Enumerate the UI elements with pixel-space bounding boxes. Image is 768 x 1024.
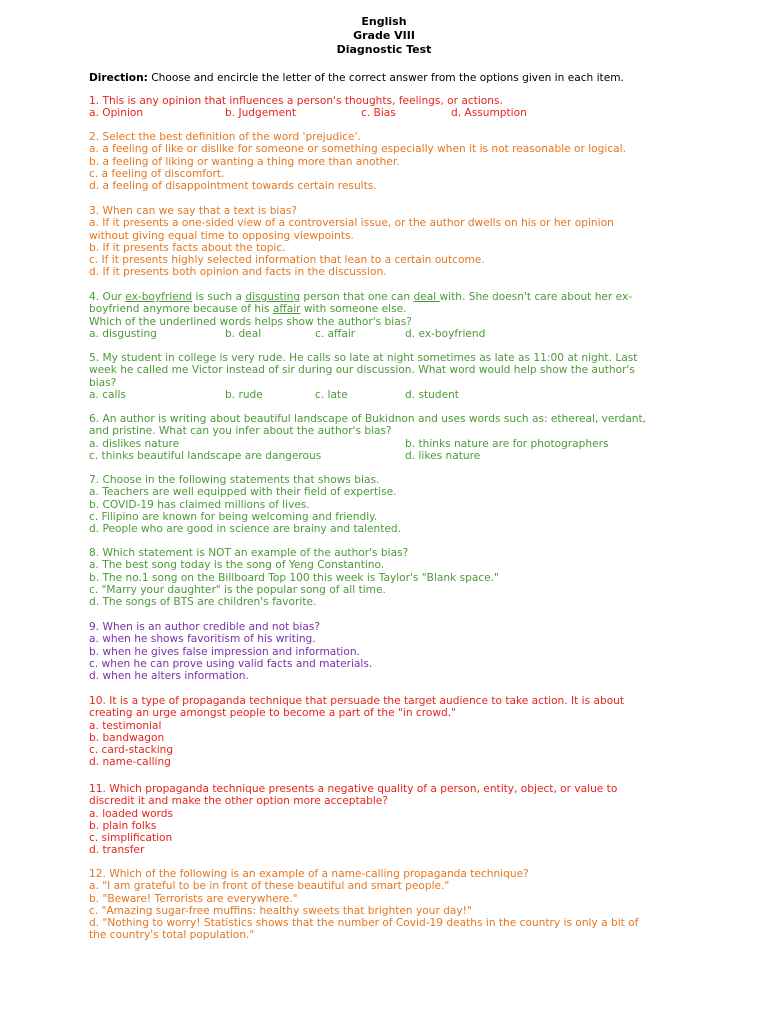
option-a[interactable]: a. a feeling of like or dislike for someone or something especially when it is not reasonable or logical. xyxy=(89,143,626,156)
option-c[interactable]: c. card-stacking xyxy=(89,744,174,757)
option-b[interactable]: b. thinks nature are for photographers xyxy=(405,437,609,450)
question-stem: 7. Choose in the following statements that shows bias. xyxy=(89,474,380,486)
option-a[interactable]: a. Teachers are well equipped with their field of expertise. xyxy=(89,486,397,499)
question-stem: 12. Which of the following is an example of a name-calling propaganda technique? xyxy=(89,868,529,880)
question-stem: 3. When can we say that a text is bias? xyxy=(89,205,298,217)
question-stem: 10. It is a type of propaganda technique that persuade the target audience to take action. It is about xyxy=(89,695,625,707)
option-a[interactable]: a. calls xyxy=(89,388,126,401)
question-stem-continued: and pristine. What can you infer about the author's bias? xyxy=(89,425,392,438)
underlined-word: disgusting xyxy=(245,291,301,303)
option-a[interactable]: a. "I am grateful to be in front of these beautiful and smart people." xyxy=(89,880,450,893)
question-9 xyxy=(89,621,679,682)
option-c[interactable]: c. Filipino are known for being welcoming and friendly. xyxy=(89,510,378,523)
underlined-word: deal xyxy=(413,291,440,303)
option-a[interactable]: a. disgusting xyxy=(89,327,157,340)
option-c[interactable]: c. "Amazing sugar-free muffins: healthy sweets that brighten your day!" xyxy=(89,904,472,917)
question-stem-continued: week he called me Victor instead of sir during our discussion. What word would help show the author's xyxy=(89,364,635,377)
passage-text: with someone else. xyxy=(300,303,407,316)
option-d[interactable]: d. The songs of BTS are children's favorite. xyxy=(89,596,317,609)
option-b[interactable]: b. COVID-19 has claimed millions of lives. xyxy=(89,498,310,511)
question-1 xyxy=(89,95,679,120)
option-c[interactable]: c. If it presents highly selected information that lean to a certain outcome. xyxy=(89,254,485,267)
option-c[interactable]: c. simplification xyxy=(89,832,173,845)
option-b[interactable]: b. deal xyxy=(225,327,262,340)
test-title: Diagnostic Test xyxy=(336,43,432,56)
option-b[interactable]: b. a feeling of liking or wanting a thing more than another. xyxy=(89,155,400,168)
grade-title: Grade VIII xyxy=(353,29,415,42)
option-c[interactable]: c. Bias xyxy=(361,107,396,120)
question-5 xyxy=(89,352,679,401)
option-b[interactable]: b. If it presents facts about the topic. xyxy=(89,241,286,254)
question-12 xyxy=(89,868,679,942)
answer-options xyxy=(89,328,679,340)
option-c[interactable]: c. affair xyxy=(315,327,356,340)
question-stem: 8. Which statement is NOT an example of the author's bias? xyxy=(89,547,409,559)
passage-text: 4. Our xyxy=(89,291,126,303)
direction-label: Direction: xyxy=(89,72,148,84)
question-7 xyxy=(89,474,679,535)
underlined-word: affair xyxy=(272,303,301,316)
option-b[interactable]: b. bandwagon xyxy=(89,731,165,744)
question-6 xyxy=(89,413,679,462)
answer-options-row-1 xyxy=(89,438,679,450)
answer-options xyxy=(89,389,679,401)
question-4 xyxy=(89,291,679,340)
option-c[interactable]: c. when he can prove using valid facts and materials. xyxy=(89,657,373,670)
option-a[interactable]: a. Opinion xyxy=(89,107,144,120)
passage-text: is such a xyxy=(192,291,246,303)
question-stem-continued: creating an urge amongst people to become a part of the "in crowd." xyxy=(89,707,456,720)
option-d[interactable]: d. a feeling of disappointment towards certain results. xyxy=(89,180,377,193)
question-stem: 11. Which propaganda technique presents a negative quality of a person, entity, object, or value to xyxy=(89,783,618,795)
option-a[interactable]: a. The best song today is the song of Yeng Constantino. xyxy=(89,559,385,572)
document-header xyxy=(0,15,768,57)
option-c[interactable]: c. "Marry your daughter" is the popular song of all time. xyxy=(89,583,386,596)
option-a-continued: without giving equal time to opposing viewpoints. xyxy=(89,229,354,242)
question-stem: 1. This is any opinion that influences a person's thoughts, feelings, or actions. xyxy=(89,95,503,107)
passage-text: with. She doesn't care about her ex- xyxy=(439,291,633,303)
question-stem-continued: bias? xyxy=(89,376,117,389)
answer-options-row-2 xyxy=(89,450,679,462)
option-d[interactable]: d. name-calling xyxy=(89,756,171,769)
answer-options xyxy=(89,107,679,119)
option-c[interactable]: c. late xyxy=(315,388,348,401)
option-d-continued: the country's total population." xyxy=(89,929,255,942)
option-d[interactable]: d. student xyxy=(405,388,459,401)
question-stem-continued: discredit it and make the other option more acceptable? xyxy=(89,795,388,808)
option-b[interactable]: b. rude xyxy=(225,388,263,401)
option-c[interactable]: c. a feeling of discomfort. xyxy=(89,167,225,180)
question-3 xyxy=(89,205,679,279)
option-a[interactable]: a. testimonial xyxy=(89,719,162,732)
question-stem: 2. Select the best definition of the word 'prejudice'. xyxy=(89,131,361,143)
subject-title: English xyxy=(361,15,407,28)
question-11 xyxy=(89,783,679,857)
question-8 xyxy=(89,547,679,608)
passage-text: boyfriend anymore because of his xyxy=(89,303,273,316)
option-a[interactable]: a. loaded words xyxy=(89,807,174,820)
option-d[interactable]: d. ex-boyfriend xyxy=(405,327,486,340)
question-passage xyxy=(89,291,679,303)
option-b[interactable]: b. when he gives false impression and information. xyxy=(89,645,360,658)
option-a[interactable]: a. If it presents a one-sided view of a controversial issue, or the author dwells on his or her opinion xyxy=(89,217,614,230)
option-b[interactable]: b. "Beware! Terrorists are everywhere." xyxy=(89,892,298,905)
option-d[interactable]: d. People who are good in science are brainy and talented. xyxy=(89,523,402,536)
option-b[interactable]: b. plain folks xyxy=(89,819,157,832)
question-stem: Which of the underlined words helps show the author's bias? xyxy=(89,315,412,328)
option-d[interactable]: d. If it presents both opinion and facts in the discussion. xyxy=(89,266,387,279)
direction-text: Choose and encircle the letter of the correct answer from the options given in each item. xyxy=(147,72,624,84)
option-d[interactable]: d. transfer xyxy=(89,844,145,857)
option-a[interactable]: a. when he shows favoritism of his writing. xyxy=(89,633,316,646)
option-b[interactable]: b. Judgement xyxy=(225,107,296,120)
question-stem: 6. An author is writing about beautiful landscape of Bukidnon and uses words such as: ethereal, verdant, xyxy=(89,413,647,425)
option-d[interactable]: d. "Nothing to worry! Statistics shows that the number of Covid-19 deaths in the country is only a bit of xyxy=(89,917,639,930)
question-passage-continued xyxy=(89,303,679,315)
option-a[interactable]: a. dislikes nature xyxy=(89,437,180,450)
option-d[interactable]: d. when he alters information. xyxy=(89,670,249,683)
option-b[interactable]: b. The no.1 song on the Billboard Top 100 this week is Taylor's "Blank space." xyxy=(89,571,499,584)
passage-text: person that one can xyxy=(300,291,414,303)
direction xyxy=(89,72,689,84)
question-stem: 5. My student in college is very rude. He calls so late at night sometimes as late as 11:00 at night. Last xyxy=(89,352,638,364)
question-10 xyxy=(89,695,679,769)
option-d[interactable]: d. Assumption xyxy=(451,107,527,120)
question-2 xyxy=(89,131,679,192)
underlined-word: ex-boyfriend xyxy=(125,291,193,303)
question-stem: 9. When is an author credible and not bias? xyxy=(89,621,320,633)
option-c[interactable]: c. thinks beautiful landscape are dangerous xyxy=(89,449,322,462)
option-d[interactable]: d. likes nature xyxy=(405,449,481,462)
